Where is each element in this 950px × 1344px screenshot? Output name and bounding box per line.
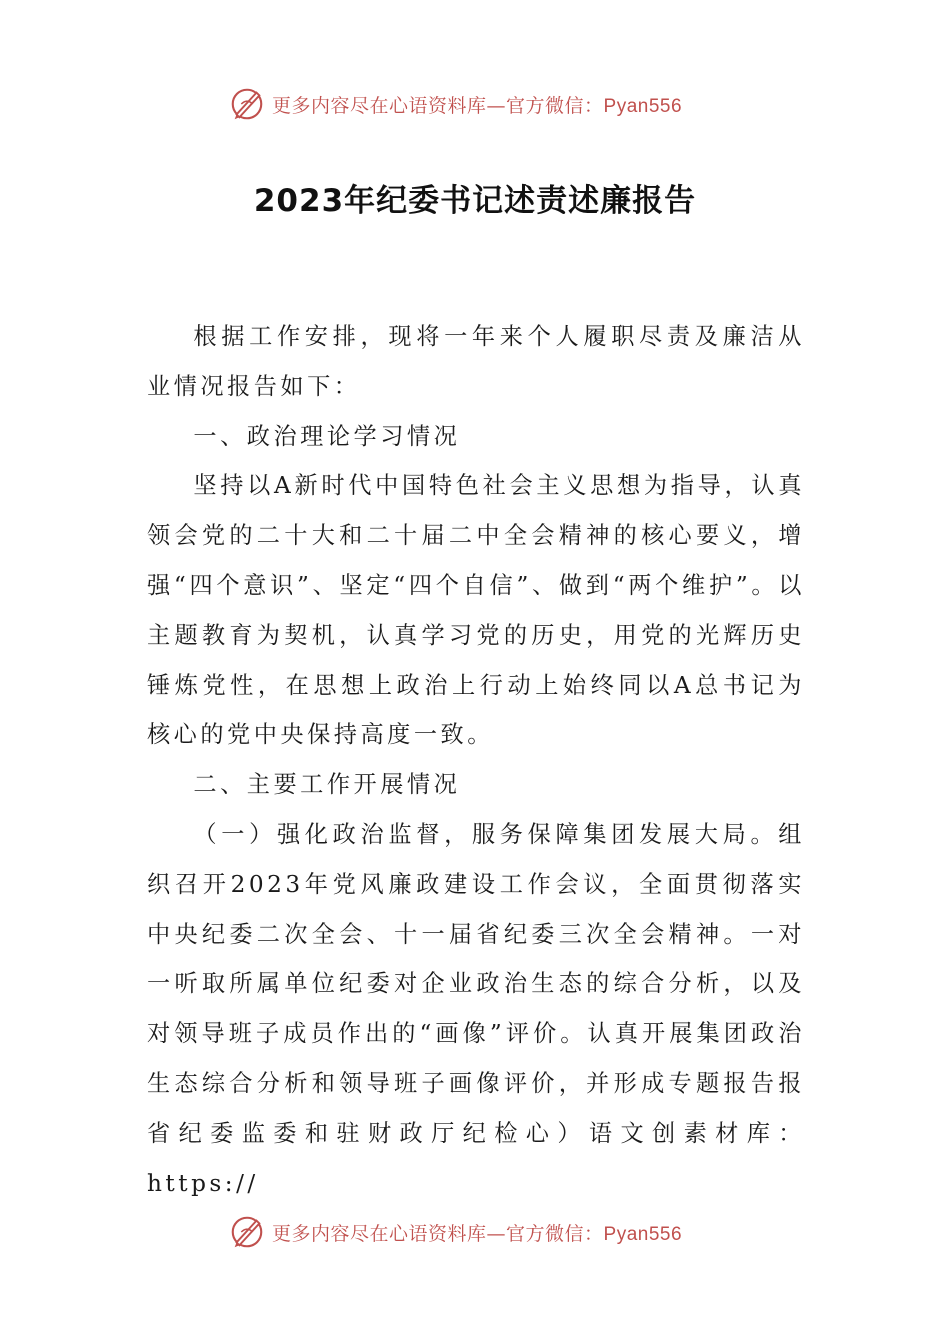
footer-banner xyxy=(228,1212,748,1252)
wechat-id: Pyan556 xyxy=(603,1223,683,1245)
document-body xyxy=(147,312,805,1208)
banner-text: 更多内容尽在心语资料库—官方微信：Pyan556 xyxy=(272,94,683,117)
paragraph-intro: 根据工作安排，现将一年来个人履职尽责及廉洁从业情况报告如下： xyxy=(147,323,805,400)
wechat-id: Pyan556 xyxy=(603,95,683,117)
section-heading-1: 一、政治理论学习情况 xyxy=(193,422,461,450)
header-banner xyxy=(228,84,748,124)
banner-text: 更多内容尽在心语资料库—官方微信：Pyan556 xyxy=(272,1222,683,1245)
pen-logo-icon xyxy=(228,1213,266,1251)
section-heading-2: 二、主要工作开展情况 xyxy=(193,771,461,799)
paragraph-study: 坚持以A新时代中国特色社会主义思想为指导，认真领会党的二十大和二十届二中全会精神的核心要义，增强“四个意识”、坚定“四个自信”、做到“两个维护”。以主题教育为契机，认真学习党的历史，用党的光辉历史锤炼党性，在思想上政治上行动上始终同以A总书记为核心的党中央保持高度一致。 xyxy=(147,472,805,749)
paragraph-supervision: （一）强化政治监督，服务保障集团发展大局。组织召开2023年党风廉政建设工作会议，全面贯彻落实中央纪委二次全会、十一届省纪委三次全会精神。一对一听取所属单位纪委对企业政治生态的综合分析，以及对领导班子成员作出的“画像”评价。认真开展集团政治生态综合分析和领导班子画像评价，并形成专题报告报省纪委监委和驻财政厅纪检心）语文创素材库：https:// xyxy=(147,820,805,1197)
document-title: 2023年纪委书记述责述廉报告 xyxy=(253,183,697,219)
pen-logo-icon xyxy=(228,85,266,123)
